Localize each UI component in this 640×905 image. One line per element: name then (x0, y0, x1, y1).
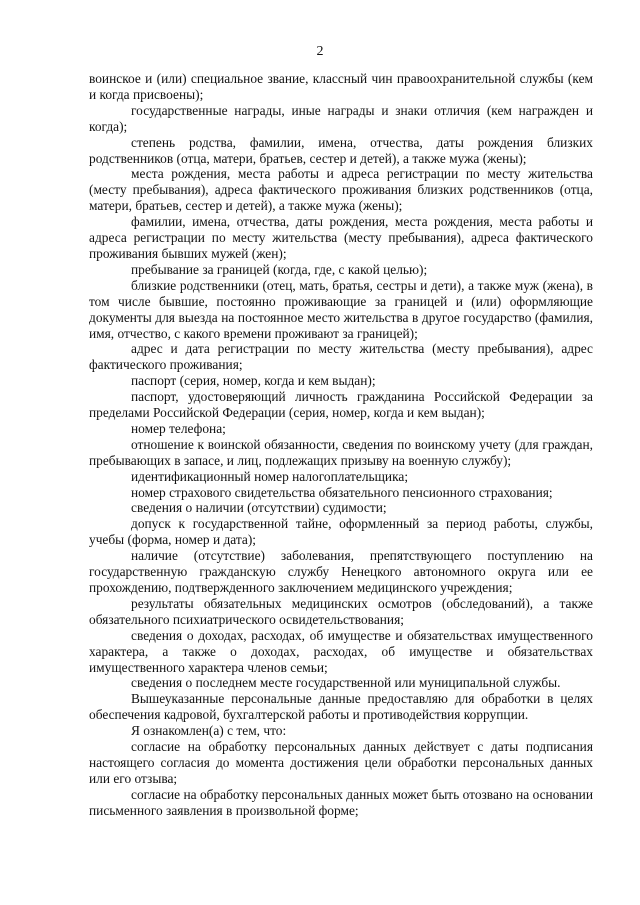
paragraph-taxpayer-id: идентификационный номер налогоплательщика; (131, 468, 409, 484)
paragraph-former-spouses: фамилии, имена, отчества, даты рождения, места рождения, места работы и адреса регистрации по месту жительства (месту пребывания), адреса фактического проживания бывших мужей (жен); (89, 214, 593, 261)
paragraph-pension-insurance: номер страхового свидетельства обязательного пенсионного страхования; (131, 484, 553, 500)
paragraph-relatives-addresses: места рождения, места работы и адреса регистрации по месту жительства (месту пребывания), адреса фактического проживания близких родственников (отца, матери, братьев, сестер и детей), а также мужа (жены); (89, 166, 593, 214)
paragraph-medical-exams: результаты обязательных медицинских осмотров (обследований), а также обязательного психиатрического освидетельствования; (89, 595, 593, 627)
paragraph-last-service: сведения о последнем месте государственной или муниципальной службы. (131, 675, 561, 691)
paragraph-processing-purpose: Вышеуказанные персональные данные предоставляю для обработки в целях обеспечения кадровой, бухгалтерской работы и противодействия коррупции. (89, 691, 593, 723)
paragraph-state-awards: государственные награды, иные награды и знаки отличия (кем награжден и когда); (89, 102, 593, 134)
paragraph-phone-number: номер телефона; (131, 420, 226, 436)
paragraph-relatives-abroad: близкие родственники (отец, мать, братья, сестры и дети), а также муж (жена), в том числе бывшие, постоянно проживающие за границей и (или) оформляющие документы для выезда на постоянное место жительства в другое государство (фамилия, имя, отчество, с какого времени проживают за границей); (89, 277, 593, 341)
paragraph-passport: паспорт (серия, номер, когда и кем выдан); (131, 373, 376, 389)
paragraph-special-rank: воинское и (или) специальное звание, классный чин правоохранительной службы (кем и когда присвоены); (89, 71, 593, 102)
paragraph-acknowledgement: Я ознакомлен(а) с тем, что: (131, 723, 287, 739)
paragraph-foreign-passport: паспорт, удостоверяющий личность гражданина Российской Федерации за пределами Российской Федерации (серия, номер, когда и кем выдан); (89, 389, 593, 421)
paragraph-consent-withdrawal: согласие на обработку персональных данных может быть отозвано на основании письменного заявления в произвольной форме; (89, 786, 593, 818)
paragraph-consent-validity: согласие на обработку персональных данных действует с даты подписания настоящего согласия до момента достижения цели обработки персональных данных или его отзыва; (89, 739, 593, 786)
paragraph-income-property: сведения о доходах, расходах, об имуществе и обязательствах имущественного характера, а также о доходах, расходах, об имуществе и обязательствах имущественного характера членов семьи; (89, 627, 593, 675)
paragraph-state-secret-access: допуск к государственной тайне, оформленный за период работы, службы, учебы (форма, номер и дата); (89, 516, 593, 548)
paragraph-registration-address: адрес и дата регистрации по месту жительства (месту пребывания), адрес фактического проживания; (89, 341, 593, 373)
document-body (89, 71, 593, 819)
page-number: 2 (316, 44, 324, 59)
paragraph-military-duty: отношение к воинской обязанности, сведения по воинскому учету (для граждан, пребывающих в запасе, и лиц, подлежащих призыву на военную службу); (89, 436, 593, 468)
paragraph-relatives-names: степень родства, фамилии, имена, отчества, даты рождения близких родственников (отца, матери, братьев, сестер и детей), а также мужа (жены); (89, 134, 593, 166)
paragraph-disease: наличие (отсутствие) заболевания, препятствующего поступлению на государственную гражданскую службу Ненецкого автономного округа или ее прохождению, подтвержденного заключением медицинского учреждения; (89, 548, 593, 595)
paragraph-criminal-record: сведения о наличии (отсутствии) судимости; (131, 500, 387, 516)
paragraph-stay-abroad: пребывание за границей (когда, где, с какой целью); (131, 261, 428, 277)
